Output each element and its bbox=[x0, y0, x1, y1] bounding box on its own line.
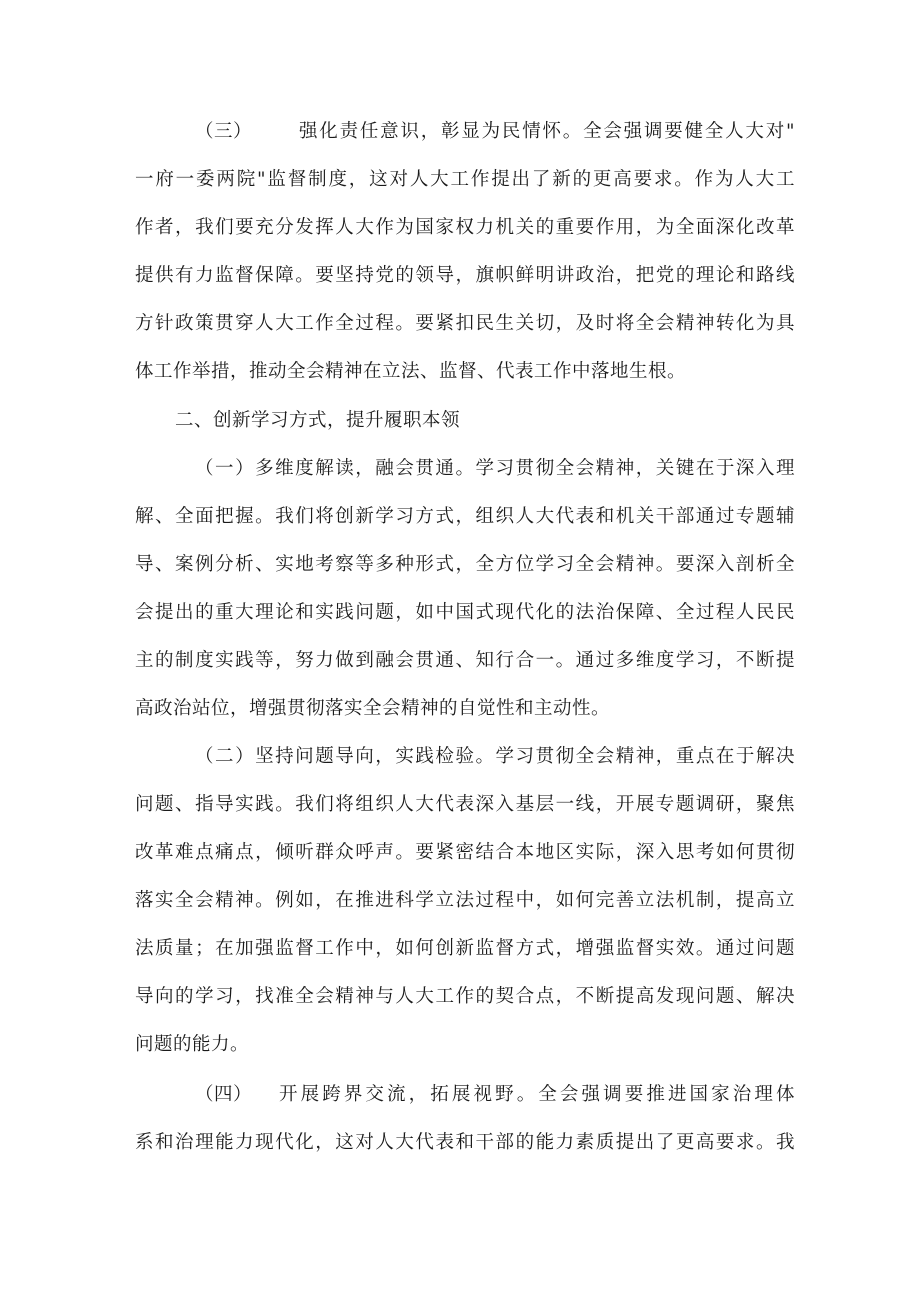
section3-line: 提供有力监督保障。要坚持党的领导，旗帜鲜明讲政治，把党的理论和路线 bbox=[135, 265, 795, 286]
section4-title-text: 开展跨界交流，拓展视野。全会强调要推进国家治理体 bbox=[279, 1084, 795, 1105]
section3-line: 体工作举措，推动全会精神在立法、监督、代表工作中落地生根。 bbox=[135, 361, 687, 382]
para-b-line: 改革难点痛点，倾听群众呼声。要紧密结合本地区实际，深入思考如何贯彻 bbox=[135, 842, 795, 863]
para-a-line: 高政治站位，增强贯彻落实全会精神的自觉性和主动性。 bbox=[135, 698, 611, 719]
para-a-line: 解、全面把握。我们将创新学习方式，组织人大代表和机关干部通过专题辅 bbox=[135, 506, 795, 527]
para-a-line: 会提出的重大理论和实践问题，如中国式现代化的法治保障、全过程人民民 bbox=[135, 602, 795, 623]
section3-title-text: 强化责任意识，彰显为民情怀。全会强调要健全人大对" bbox=[299, 121, 795, 142]
section3-label: （三） bbox=[195, 121, 253, 142]
section4-line: 系和治理能力现代化，这对人大代表和干部的能力素质提出了更高要求。我 bbox=[135, 1132, 795, 1153]
para-b-line: 导向的学习，找准全会精神与人大工作的契合点，不断提高发现问题、解决 bbox=[135, 986, 795, 1007]
section3-line: 方针政策贯穿人大工作全过程。要紧扣民生关切，及时将全会精神转化为具 bbox=[135, 313, 795, 334]
para-b-line: 落实全会精神。例如，在推进科学立法过程中，如何完善立法机制，提高立 bbox=[135, 890, 795, 911]
para-b-line: 问题的能力。 bbox=[135, 1034, 250, 1055]
para-a-line: 导、案例分析、实地考察等多种形式，全方位学习全会精神。要深入剖析全 bbox=[135, 554, 795, 575]
section3-line: 作者，我们要充分发挥人大作为国家权力机关的重要作用，为全面深化改革 bbox=[135, 217, 795, 238]
section3-line: 一府一委两院"监督制度，这对人大工作提出了新的更高要求。作为人大工 bbox=[135, 169, 795, 190]
para-b-line: 法质量；在加强监督工作中，如何创新监督方式，增强监督实效。通过问题 bbox=[135, 938, 795, 959]
section-heading-2: 二、创新学习方式，提升履职本领 bbox=[175, 410, 461, 431]
para-a-first-line: （一）多维度解读，融会贯通。学习贯彻全会精神，关键在于深入理 bbox=[195, 458, 795, 479]
para-b-line: 问题、指导实践。我们将组织人大代表深入基层一线，开展专题调研，聚焦 bbox=[135, 794, 795, 815]
section3-first-line bbox=[195, 117, 795, 147]
section4-label: （四） bbox=[195, 1084, 253, 1105]
para-a-line: 主的制度实践等，努力做到融会贯通、知行合一。通过多维度学习，不断提 bbox=[135, 650, 795, 671]
para-b-first-line: （二）坚持问题导向，实践检验。学习贯彻全会精神，重点在于解决 bbox=[195, 746, 795, 767]
section4-first-line bbox=[195, 1080, 795, 1110]
